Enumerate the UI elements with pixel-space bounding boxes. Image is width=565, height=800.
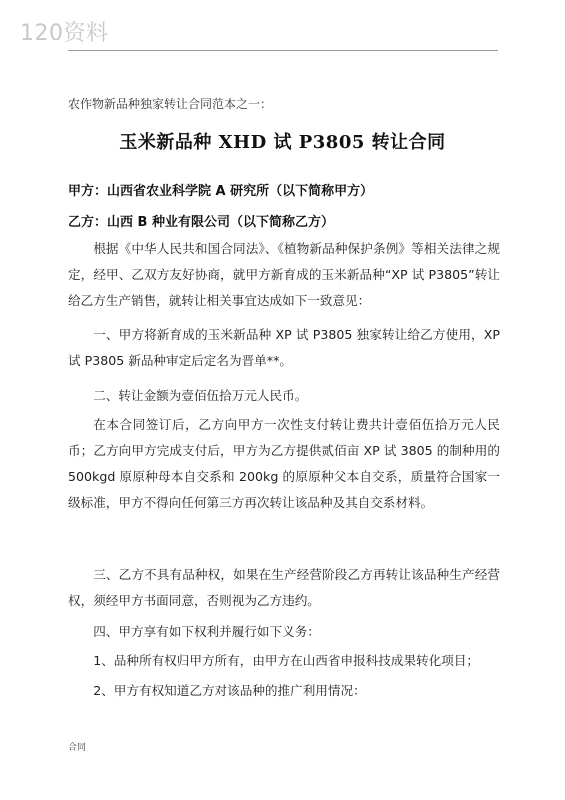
paragraph-preamble: 根据《中华人民共和国合同法》、《植物新品种保护条例》等相关法律之规定，经甲、乙双方友好协商，就甲方新育成的玉米新品种“XP 试 P3805”转让给乙方生产销售，就转让相关事宜达成如下一致意见： (68, 241, 500, 308)
paragraph-clause-4: 四、甲方享有如下权利并履行如下义务： (93, 624, 320, 639)
paragraph-clause-1: 一、甲方将新育成的玉米新品种 XP 试 P3805 独家转让给乙方使用，XP 试 P3805 新品种审定后定名为晋单**。 (68, 327, 500, 368)
header-divider (68, 50, 498, 51)
document-title: 玉米新品种 XHD 试 P3805 转让合同 (119, 132, 446, 153)
paragraph-clause-2: 二、转让金额为壹佰伍拾万元人民币。 (93, 388, 308, 403)
intro-line: 农作物新品种独家转让合同范本之一： (68, 97, 273, 111)
watermark: 120资料 (20, 21, 109, 46)
paragraph-item-1: 1、品种所有权归甲方所有，由甲方在山西省申报科技成果转化项目； (93, 653, 480, 668)
page-footer: 合同 (68, 743, 87, 753)
paragraph-item-2: 2、甲方有权知道乙方对该品种的推广利用情况： (93, 683, 366, 698)
party-b: 乙方：山西 B 种业有限公司（以下简称乙方） (68, 215, 334, 230)
paragraph-clause-3: 三、乙方不具有品种权，如果在生产经营阶段乙方再转让该品种生产经营权，须经甲方书面同意，否则视为乙方违约。 (68, 567, 500, 608)
paragraph-payment: 在本合同签订后，乙方向甲方一次性支付转让费共计壹佰伍拾万元人民币；乙方向甲方完成支付后，甲方为乙方提供贰佰亩 XP 试 3805 的制种用的 500kgd 原原种母本自交系和 200kg 的原原种父本自交系，质量符合国家一级标准，甲方不得向任何第三方再次转让该品种及其自交系材料。 (68, 417, 500, 510)
party-a: 甲方：山西省农业科学院 A 研究所（以下简称甲方） (68, 184, 374, 199)
